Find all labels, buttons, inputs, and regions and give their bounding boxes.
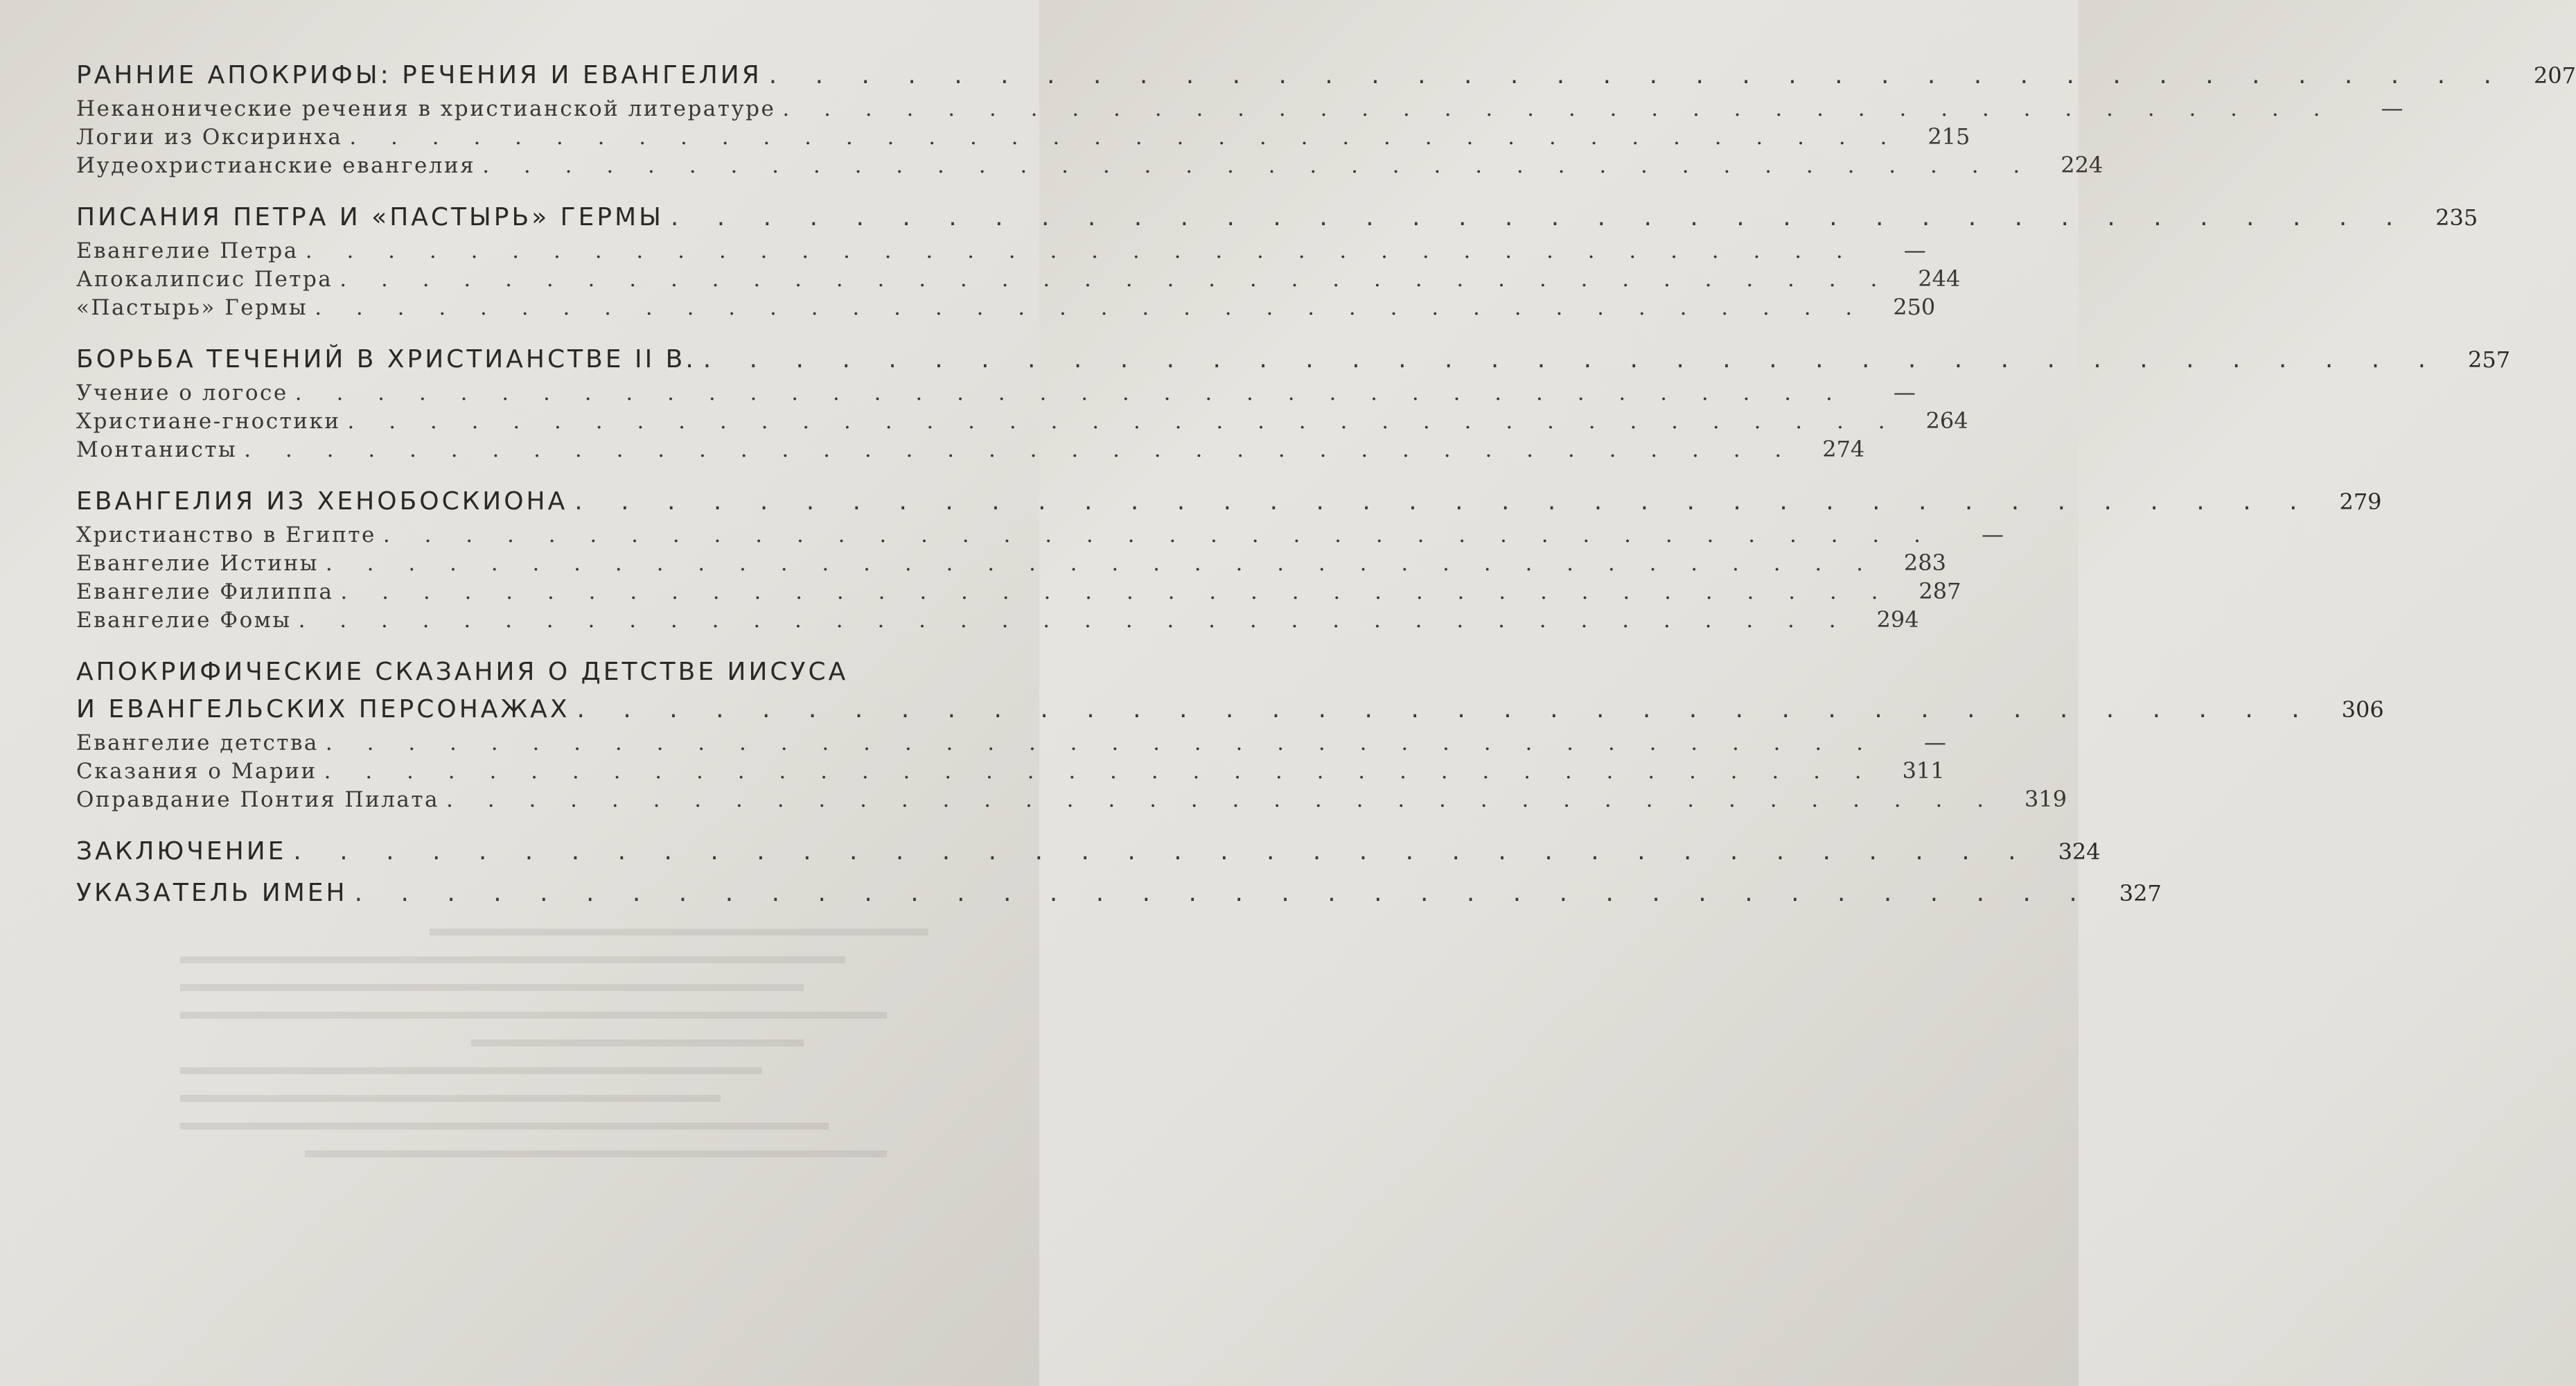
toc-heading-row	[76, 833, 2101, 870]
page-number: 257	[2467, 346, 2511, 373]
toc-entry: Евангелие детства	[76, 730, 319, 755]
page-number: 250	[1893, 294, 1936, 320]
toc-heading: РАННИЕ АПОКРИФЫ: РЕЧЕНИЯ И ЕВАНГЕЛИЯ	[76, 61, 762, 89]
toc-entry-row	[76, 407, 1968, 435]
toc-heading: И ЕВАНГЕЛЬСКИХ ПЕРСОНАЖАХ	[76, 695, 570, 723]
toc-entry: Сказания о Марии	[76, 759, 317, 784]
page-number: 324	[2058, 839, 2101, 865]
page-number: 283	[1903, 550, 1946, 576]
page-number: 207	[2533, 62, 2576, 89]
page-number: 264	[1925, 407, 1968, 434]
toc-heading: ЗАКЛЮЧЕНИЕ	[76, 837, 287, 866]
leader-dots: . . . . . . . . . . . . . . . . . . . . . . . . . . . . . . . . . . . . . .	[576, 695, 2315, 723]
toc-entry: Христиане-гностики	[76, 409, 341, 434]
toc-entry-row	[76, 94, 2403, 123]
leader-dots: . . . . . . . . . . . . . . . . . . . . . . . . . . . . . . . . . . . . . .	[298, 608, 1850, 633]
page-number: 294	[1876, 606, 1919, 633]
leader-dots: . . . . . . . . . . . . . . . . . . . . . . . . . . . . . . . . . . . . . .	[347, 409, 1899, 434]
leader-dots: . . . . . . . . . . . . . . . . . . . . . . . . . . . . . . . . . . . . . .	[782, 96, 2334, 121]
toc-entry-row	[76, 577, 1961, 606]
leader-dots: . . . . . . . . . . . . . . . . . . . . . . . . . . . . . . . . . . . . . .	[244, 437, 1796, 462]
toc-entry: Учение о логосе	[76, 380, 288, 405]
toc-entry-row	[76, 435, 1865, 464]
toc-heading-row	[76, 483, 2382, 520]
toc-entry: Евангелие Фомы	[76, 608, 292, 633]
toc-entry: Апокалипсис Петра	[76, 267, 333, 292]
leader-dots: . . . . . . . . . . . . . . . . . . . . . . . . . . . . . . . . . . . . . .	[768, 61, 2507, 89]
toc-heading: ЕВАНГЕЛИЯ ИЗ ХЕНОБОСКИОНА	[76, 487, 568, 516]
toc-entry-row	[76, 728, 1946, 757]
toc-entry: Иудеохристианские евангелия	[76, 153, 476, 178]
leader-dots: . . . . . . . . . . . . . . . . . . . . . . . . . . . . . . . . . . . . . .	[293, 837, 2031, 866]
page-number: 235	[2435, 204, 2478, 231]
leader-dots: . . . . . . . . . . . . . . . . . . . . . . . . . . . . . . . . . . . . . .	[446, 787, 1998, 812]
leader-dots: . . . . . . . . . . . . . . . . . . . . . . . . . . . . . . . . . . . . . .	[325, 730, 1877, 755]
leader-dots: . . . . . . . . . . . . . . . . . . . . . . . . . . . . . . . . . . . . . .	[354, 879, 2092, 907]
toc-heading-line: АПОКРИФИЧЕСКИЕ СКАЗАНИЯ О ДЕТСТВЕ ИИСУСА	[76, 658, 849, 686]
leader-dots: . . . . . . . . . . . . . . . . . . . . . . . . . . . . . . . . . . . . . .	[670, 203, 2409, 231]
page-number: 319	[2024, 786, 2067, 812]
toc-entry-row	[76, 785, 2067, 814]
toc-heading-row	[76, 875, 2162, 912]
toc-entry-row	[76, 549, 1946, 577]
toc-entry: Евангелие Истины	[76, 551, 319, 576]
toc-entry-row	[76, 236, 1926, 265]
toc-entry-row	[76, 151, 2103, 179]
page-number: 311	[1902, 757, 1945, 784]
leader-dots: . . . . . . . . . . . . . . . . . . . . . . . . . . . . . . . . . . . . . .	[574, 487, 2313, 516]
toc-section	[76, 57, 2576, 179]
toc-entry: Евангелие Филиппа	[76, 579, 334, 604]
toc-heading: ПИСАНИЯ ПЕТРА И «ПАСТЫРЬ» ГЕРМЫ	[76, 203, 664, 231]
toc-section	[76, 483, 2382, 634]
page-number: 327	[2119, 880, 2162, 906]
toc-section	[76, 341, 2511, 464]
toc-heading-row	[76, 691, 2384, 728]
leader-dots: . . . . . . . . . . . . . . . . . . . . . . . . . . . . . . . . . . . . . .	[349, 125, 1901, 150]
toc-entry: Христианство в Египте	[76, 523, 376, 547]
toc-entry: Неканонические речения в христианской литературе	[76, 96, 776, 121]
toc-entry-row	[76, 520, 2004, 549]
leader-dots: . . . . . . . . . . . . . . . . . . . . . . . . . . . . . . . . . . . . . .	[305, 238, 1857, 263]
toc-heading: БОРЬБА ТЕЧЕНИЙ В ХРИСТИАНСТВЕ II В.	[76, 345, 696, 374]
toc-heading-row	[76, 57, 2576, 94]
leader-dots: . . . . . . . . . . . . . . . . . . . . . . . . . . . . . . . . . . . . . .	[382, 523, 1934, 547]
toc-entry: «Пастырь» Гермы	[76, 295, 308, 320]
toc-section	[76, 875, 2162, 912]
leader-dots: . . . . . . . . . . . . . . . . . . . . . . . . . . . . . . . . . . . . . .	[325, 551, 1877, 576]
table-of-contents	[76, 57, 2576, 931]
toc-section	[76, 833, 2101, 870]
toc-entry-row	[76, 606, 1919, 634]
toc-entry-row	[76, 378, 1916, 407]
toc-entry: Евангелие Петра	[76, 238, 299, 263]
toc-entry: Монтанисты	[76, 437, 238, 462]
toc-entry-row	[76, 293, 1936, 322]
page-number: 274	[1822, 436, 1865, 462]
leader-dots: . . . . . . . . . . . . . . . . . . . . . . . . . . . . . . . . . . . . . .	[315, 295, 1867, 320]
page-number: —	[1903, 237, 1926, 263]
toc-entry: Оправдание Понтия Пилата	[76, 787, 440, 812]
page-number: —	[1981, 521, 2004, 547]
toc-entry: Логии из Оксиринха	[76, 125, 343, 150]
bleed-through-texture	[180, 908, 1012, 1178]
page-number: 224	[2061, 152, 2103, 178]
toc-heading-row	[76, 341, 2511, 378]
toc-heading-row	[76, 199, 2478, 236]
toc-heading: УКАЗАТЕЛЬ ИМЕН	[76, 879, 348, 907]
toc-section	[76, 199, 2478, 322]
leader-dots: . . . . . . . . . . . . . . . . . . . . . . . . . . . . . . . . . . . . . .	[294, 380, 1846, 405]
page-number: 244	[1918, 265, 1961, 292]
leader-dots: . . . . . . . . . . . . . . . . . . . . . . . . . . . . . . . . . . . . . .	[703, 345, 2442, 374]
toc-entry-row	[76, 265, 1961, 293]
page-number: —	[2381, 95, 2403, 121]
page-number: 279	[2339, 489, 2382, 515]
leader-dots: . . . . . . . . . . . . . . . . . . . . . . . . . . . . . . . . . . . . . .	[339, 267, 1891, 292]
page-number: —	[1923, 729, 1946, 755]
page-number: 215	[1927, 123, 1970, 150]
page-number: 287	[1918, 578, 1961, 604]
toc-entry-row	[76, 757, 1945, 785]
toc-entry-row	[76, 123, 1970, 151]
page-number: 306	[2341, 696, 2384, 723]
leader-dots: . . . . . . . . . . . . . . . . . . . . . . . . . . . . . . . . . . . . . .	[324, 759, 1876, 784]
toc-section	[76, 653, 2384, 814]
page-number: —	[1893, 379, 1916, 405]
leader-dots: . . . . . . . . . . . . . . . . . . . . . . . . . . . . . . . . . . . . . .	[482, 153, 2034, 178]
leader-dots: . . . . . . . . . . . . . . . . . . . . . . . . . . . . . . . . . . . . . .	[340, 579, 1892, 604]
